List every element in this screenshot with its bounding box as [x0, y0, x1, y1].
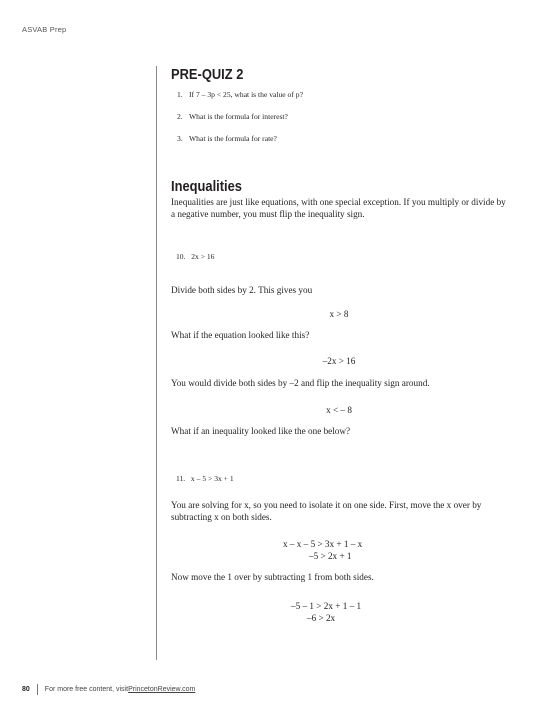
equation: [171, 551, 507, 563]
question-paragraph: What if an inequality looked like the one below?: [171, 426, 351, 436]
step-paragraph: Divide both sides by 2. This gives you: [171, 285, 313, 295]
problem-number: 11.: [176, 474, 186, 483]
equation: x < – 8: [326, 405, 352, 415]
quiz-item-text: What is the formula for interest?: [189, 112, 288, 121]
problem-11: [176, 474, 234, 483]
equation: [171, 613, 507, 625]
section-title: Inequalities: [171, 178, 242, 195]
question-paragraph: What if the equation looked like this?: [171, 330, 310, 340]
quiz-item-text: What is the formula for rate?: [189, 134, 277, 143]
footer-text: For more free content, visit: [44, 686, 129, 693]
equation-line: –6 > 2x: [307, 613, 336, 623]
quiz-item-number: 1.: [177, 90, 183, 99]
problem-expression: x – 5 > 3x + 1: [190, 474, 234, 483]
equation-line: x – x – 5 > 3x + 1 – x: [283, 539, 363, 549]
footer-divider: [37, 684, 38, 695]
footer-link[interactable]: PrincetonReview.com: [128, 686, 196, 693]
quiz-item: [171, 134, 507, 156]
equation-line: –5 > 2x + 1: [309, 551, 352, 561]
quiz-title: PRE-QUIZ 2: [171, 66, 244, 83]
equation-line: –5 – 1 > 2x + 1 – 1: [291, 601, 362, 611]
margin-rule: [156, 66, 157, 660]
quiz-item-text: If 7 – 3p < 25, what is the value of p?: [189, 90, 303, 99]
intro-paragraph: Inequalities are just like equations, with one special exception. If you multiply or divide by a negative number, you must flip the inequality sign.: [171, 197, 506, 220]
step-paragraph: You would divide both sides by –2 and flip the inequality sign around.: [171, 378, 430, 388]
footer: [22, 684, 195, 695]
quiz-item: [171, 112, 507, 134]
equation: [171, 601, 507, 613]
problem-10: [176, 252, 214, 261]
inequalities-section: [171, 178, 507, 221]
step-paragraph: You are solving for x, so you need to isolate it on one side. First, move the x over by subtracting x on both sides.: [171, 500, 482, 523]
quiz-item: [171, 90, 507, 112]
quiz-item-number: 3.: [177, 134, 183, 143]
problem-expression: 2x > 16: [191, 252, 215, 261]
page-number: 80: [22, 686, 30, 693]
step-paragraph: Now move the 1 over by subtracting 1 from both sides.: [171, 572, 374, 582]
equation: –2x > 16: [322, 356, 356, 366]
running-head: ASVAB Prep: [22, 25, 67, 34]
quiz-list: [171, 90, 507, 156]
equation: x > 8: [329, 309, 349, 319]
equation: [171, 539, 507, 551]
quiz-item-number: 2.: [177, 112, 183, 121]
problem-number: 10.: [176, 252, 186, 261]
